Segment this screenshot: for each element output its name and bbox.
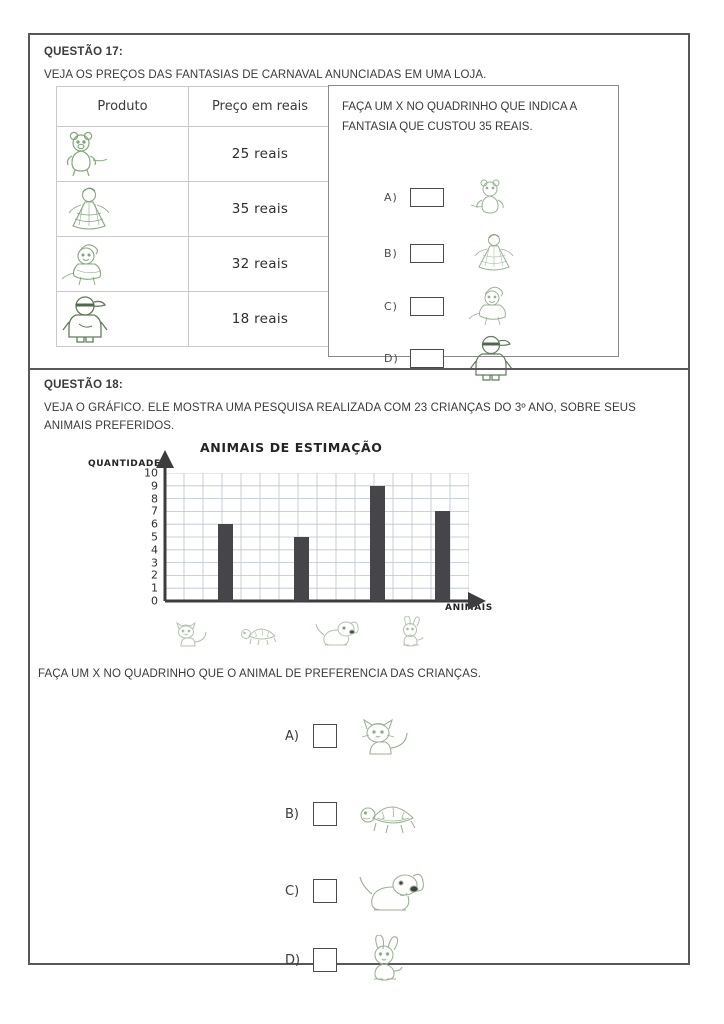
option-letter-b: B) <box>384 246 398 260</box>
option-letter-a: A) <box>384 190 398 204</box>
option-checkbox-c[interactable] <box>410 297 444 316</box>
princess-dress-costume-icon <box>59 185 186 233</box>
section-divider <box>30 368 688 370</box>
product-image-cell <box>57 292 189 347</box>
chart-plot-area <box>144 466 469 608</box>
chart-x-axis-label: ANIMAIS <box>445 603 493 613</box>
rabbit-icon <box>389 616 431 648</box>
product-image-cell <box>57 182 189 237</box>
product-image-cell <box>57 237 189 292</box>
option-letter-a: A) <box>285 728 299 744</box>
chart-category-icons <box>165 606 469 648</box>
question-18-prompt-line2: ANIMAIS PREFERIDOS. <box>44 420 175 432</box>
option-checkbox-d[interactable] <box>313 948 337 972</box>
option-letter-c: C) <box>384 299 398 313</box>
rabbit-icon <box>355 935 415 985</box>
question-17-section <box>30 35 688 368</box>
column-header-preco: Preço em reais <box>189 87 332 127</box>
option-checkbox-a[interactable] <box>410 188 444 207</box>
ninja-costume-icon <box>59 294 186 344</box>
question-17-number: QUESTÃO 17: <box>44 46 123 58</box>
chart-y-tick: 10 <box>144 466 158 480</box>
chart-y-tick: 6 <box>151 517 158 531</box>
clown-costume-icon <box>59 240 186 288</box>
teddy-bear-costume-icon <box>59 130 186 178</box>
chart-bar <box>370 486 385 601</box>
question-17-answer-panel <box>328 85 619 365</box>
option-row-a[interactable] <box>384 178 516 216</box>
chart-y-tick: 3 <box>151 556 158 570</box>
clown-costume-icon <box>466 284 520 328</box>
price-table <box>56 86 332 347</box>
option-checkbox-b[interactable] <box>313 802 337 826</box>
chart-bar <box>435 511 450 601</box>
chart-title: ANIMAIS DE ESTIMAÇÃO <box>200 440 383 455</box>
question-18-prompt-line1: VEJA O GRÁFICO. ELE MOSTRA UMA PESQUISA REALIZADA COM 23 CRIANÇAS DO 3º ANO, SOBRE SEUS <box>44 402 636 414</box>
chart-y-tick: 9 <box>151 479 158 493</box>
teddy-bear-costume-icon <box>466 178 516 216</box>
bar-chart <box>60 440 500 630</box>
option-letter-b: B) <box>285 806 299 822</box>
chart-y-tick: 2 <box>151 568 158 582</box>
table-row <box>57 292 332 347</box>
chart-y-tick: 4 <box>151 543 158 557</box>
table-header-row <box>57 87 332 127</box>
option-row-d[interactable] <box>384 334 516 382</box>
princess-dress-costume-icon <box>466 232 522 274</box>
option-row-a[interactable] <box>285 713 417 759</box>
dog-icon <box>355 865 431 917</box>
ninja-costume-icon <box>466 334 516 382</box>
table-row <box>57 237 332 292</box>
worksheet-page <box>28 33 690 968</box>
chart-y-tick: 1 <box>151 581 158 595</box>
price-value: 35 reais <box>189 182 332 237</box>
chart-y-tick: 5 <box>151 530 158 544</box>
dog-icon <box>313 616 365 648</box>
turtle-icon <box>355 790 425 838</box>
option-row-c[interactable] <box>384 284 520 328</box>
option-letter-d: D) <box>285 952 301 968</box>
chart-bar <box>218 524 233 601</box>
turtle-icon <box>237 618 285 648</box>
table-row <box>57 182 332 237</box>
option-row-b[interactable] <box>285 790 425 838</box>
price-value: 25 reais <box>189 127 332 182</box>
price-value: 18 reais <box>189 292 332 347</box>
chart-y-tick: 8 <box>151 492 158 506</box>
chart-bar <box>294 537 309 601</box>
column-header-produto: Produto <box>57 87 189 127</box>
option-row-d[interactable] <box>285 935 415 985</box>
option-checkbox-d[interactable] <box>410 349 444 368</box>
question-18-bottom-instruction: FAÇA UM X NO QUADRINHO QUE O ANIMAL DE PREFERENCIA DAS CRIANÇAS. <box>38 668 482 680</box>
option-checkbox-a[interactable] <box>313 724 337 748</box>
option-letter-c: C) <box>285 883 300 899</box>
price-value: 32 reais <box>189 237 332 292</box>
chart-y-tick: 7 <box>151 504 158 518</box>
chart-y-axis-label: QUANTIDADE <box>88 459 161 469</box>
question-17-prompt: VEJA OS PREÇOS DAS FANTASIAS DE CARNAVAL ANUNCIADAS EM UMA LOJA. <box>44 69 487 81</box>
cat-icon <box>355 713 417 759</box>
option-letter-d: D) <box>384 351 399 365</box>
table-row <box>57 127 332 182</box>
question-18-number: QUESTÃO 18: <box>44 379 123 391</box>
option-checkbox-c[interactable] <box>313 879 337 903</box>
question-17-instruction: FAÇA UM X NO QUADRINHO QUE INDICA A FANTASIA QUE CUSTOU 35 REAIS. <box>342 101 577 133</box>
option-row-b[interactable] <box>384 232 522 274</box>
option-row-c[interactable] <box>285 865 431 917</box>
cat-icon <box>171 618 213 648</box>
product-image-cell <box>57 127 189 182</box>
option-checkbox-b[interactable] <box>410 244 444 263</box>
chart-y-tick: 0 <box>151 594 158 608</box>
